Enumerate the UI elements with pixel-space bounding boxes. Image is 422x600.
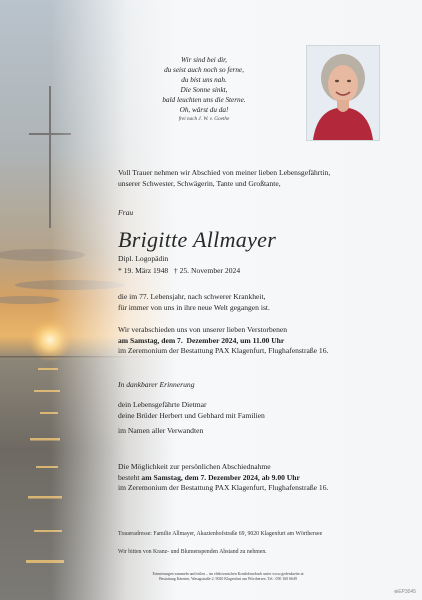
farewell-location: im Zeremonium der Bestattung PAX Klagenfurt, Flughafenstraße 16.	[118, 346, 329, 355]
viewing-date	[118, 473, 328, 484]
life-dates: * 19. März 1948 † 25. November 2024	[118, 266, 241, 275]
viewing-notice	[118, 462, 328, 494]
mourning-address: Traueradresse: Familie Allmayer, Akazienhofstraße 69, 9020 Klagenfurt am Wörthersee	[118, 531, 323, 537]
mourners-list	[118, 400, 265, 421]
farewell-date	[118, 336, 328, 347]
donation-request: Wir bitten von Kranz- und Blumenspenden Abstand zu nehmen.	[118, 549, 267, 555]
footer-line: Erinnerungen sammeln und teilen – im elektronischen Kondolenzbuch unter www.gedenkseite.at	[152, 572, 304, 576]
viewing-location: im Zeremonium der Bestattung PAX Klagenfurt, Flughafenstraße 16.	[118, 483, 329, 492]
footer-line: Bestattung Kärnten, Wasagstraße 2, 9020 Klagenfurt am Wörthersee, Tel.: 050 160 6649	[159, 577, 297, 582]
poem-line: du seist auch noch so ferne,	[164, 66, 244, 74]
mourner-line: dein Lebensgefährte Dietmar	[118, 400, 207, 409]
poem-line: du bist uns nah.	[181, 76, 227, 84]
mourner-line: deine Brüder Herbert und Gebhard mit Familien	[118, 410, 265, 420]
intro-text	[118, 168, 330, 189]
deceased-name: Brigitte Allmayer	[118, 227, 277, 252]
salutation: Frau	[118, 208, 134, 217]
viewing-line: Die Möglichkeit zur persönlichen Abschiednahme	[118, 462, 271, 471]
farewell-notice	[118, 325, 328, 357]
poem-line: bald leuchten uns die Sterne.	[162, 96, 246, 104]
poem-line: Oh, wärst du da!	[179, 106, 229, 114]
poem-attribution: frei nach J. W. v. Goethe	[178, 116, 230, 122]
passing-line: für immer von uns in ihre neue Welt gegangen ist.	[118, 302, 270, 312]
portrait-photo	[306, 45, 380, 141]
poem-line: Wir sind bei dir,	[181, 56, 227, 64]
intro-line: unserer Schwester, Schwägerin, Tante und Großtante,	[118, 178, 281, 188]
deceased-title: Dipl. Logopädin	[118, 254, 169, 263]
passing-line: die im 77. Lebensjahr, nach schwerer Krankheit,	[118, 292, 266, 301]
intro-line: Voll Trauer nehmen wir Abschied von meiner lieben Lebensgefährtin,	[118, 168, 331, 177]
farewell-line: Wir verabschieden uns von unserer lieben Verstorbenen	[118, 325, 288, 334]
poem-line: Die Sonne sinkt,	[180, 86, 228, 94]
viewing-date-bold: am Samstag, dem 7. Dezember 2024, ab 9.00 Uhr	[141, 472, 300, 482]
relatives-line: im Namen aller Verwandten	[118, 426, 204, 435]
viewing-prefix: besteht	[118, 472, 142, 482]
memory-heading: In dankbarer Erinnerung	[118, 380, 195, 389]
farewell-date-bold: am Samstag, dem 7. Dezember 2024, um 11.00 Uhr	[118, 335, 285, 345]
poem	[118, 55, 290, 123]
passing-text	[118, 292, 270, 313]
publisher-logo: ⊕EP3045	[394, 589, 416, 595]
footer	[120, 572, 336, 582]
